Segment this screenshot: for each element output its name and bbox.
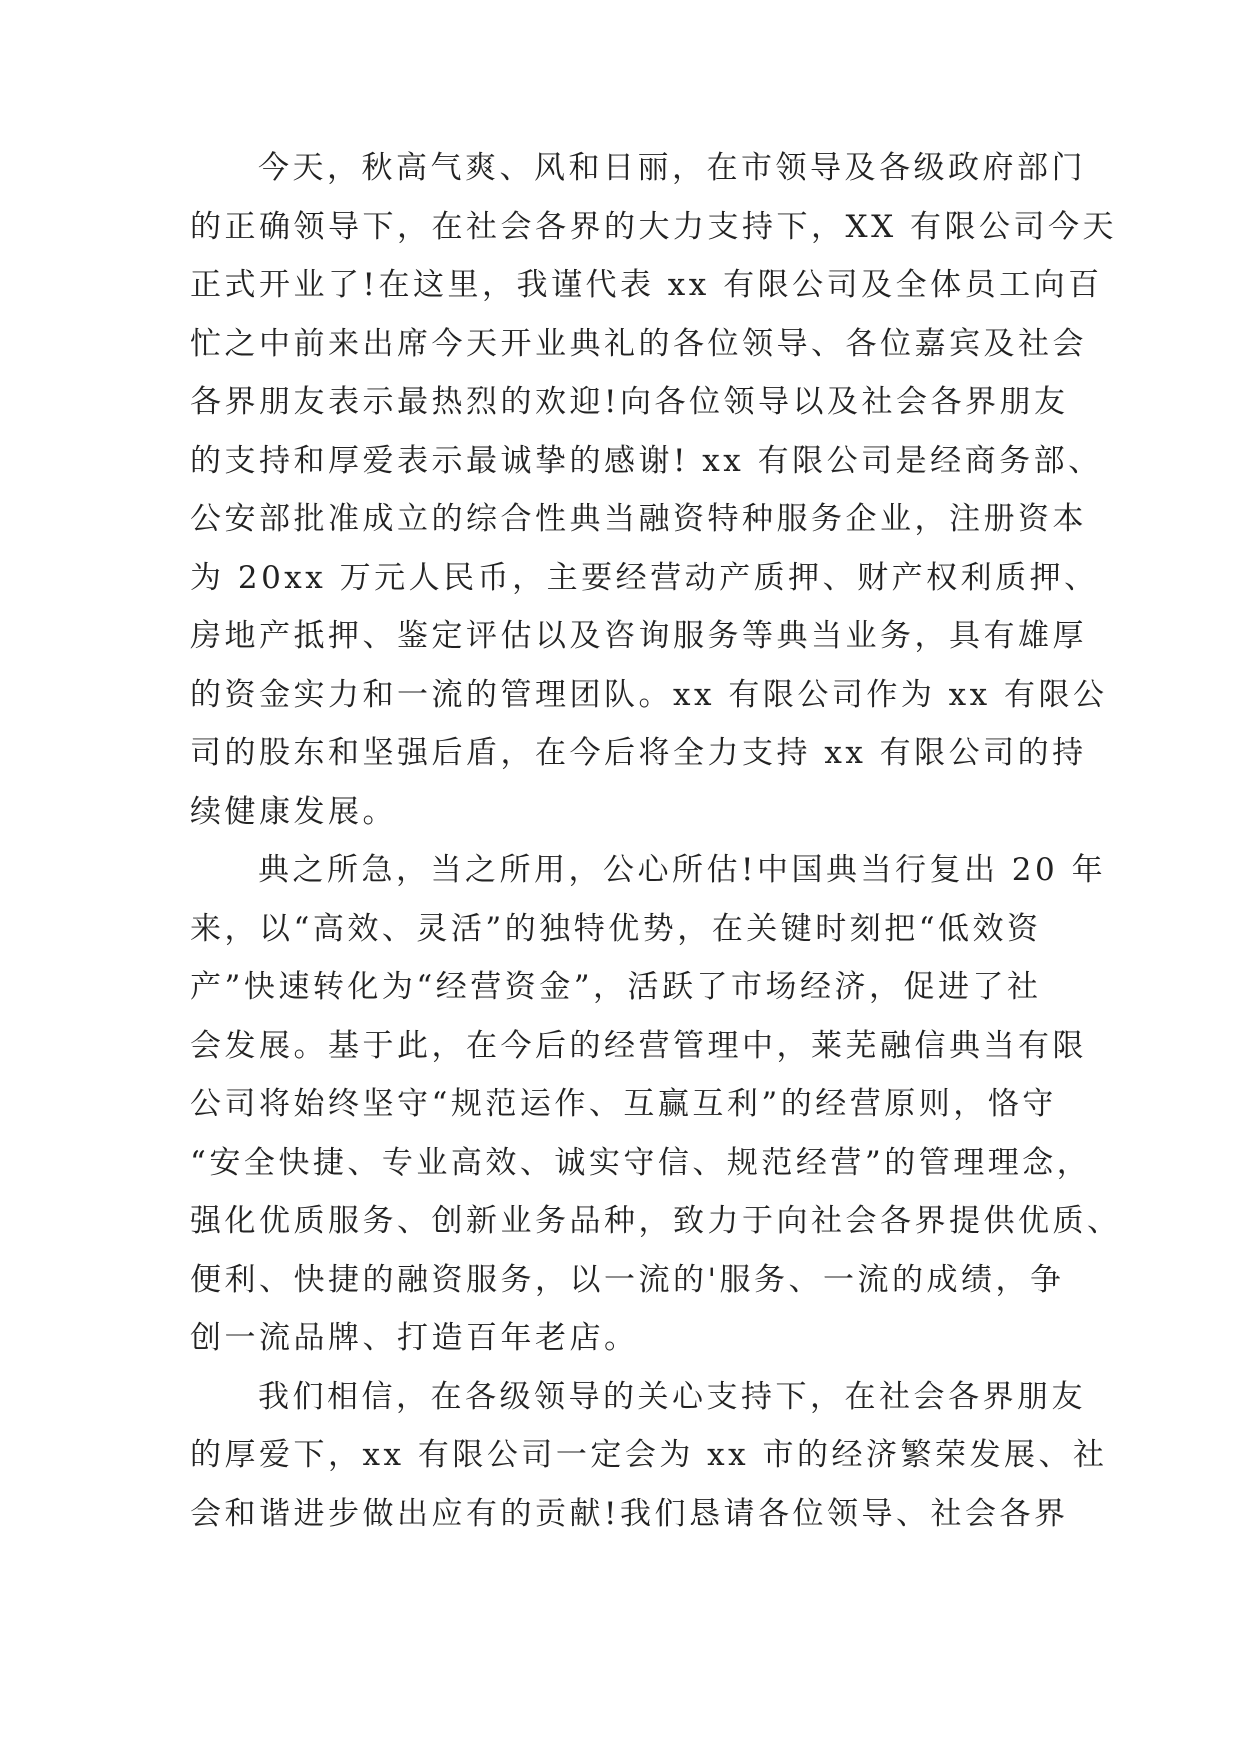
text-line: 续健康发展。 <box>190 793 397 830</box>
text-line: 典之所急，当之所用，公心所估!中国典当行复出 20 年 <box>258 852 1107 888</box>
paragraph-3 <box>190 1368 1108 1544</box>
text-line: 司的股东和坚强后盾，在今后将全力支持 xx 有限公司的持 <box>190 735 1087 771</box>
text-line: 会和谐进步做出应有的贡献!我们恳请各位领导、社会各界 <box>190 1495 1069 1532</box>
text-line: 正式开业了!在这里，我谨代表 xx 有限公司及全体员工向百 <box>190 267 1103 303</box>
text-line: “安全快捷、专业高效、诚实守信、规范经营”的管理理念， <box>190 1144 1092 1181</box>
paragraph-1 <box>190 139 1117 841</box>
paragraph-2 <box>190 841 1122 1368</box>
text-line: 公司将始终坚守“规范运作、互赢互利”的经营原则，恪守 <box>190 1086 1057 1122</box>
text-line: 来，以“高效、灵活”的独特优势，在关键时刻把“低效资 <box>190 910 1042 947</box>
text-line: 的正确领导下，在社会各界的大力支持下，XX 有限公司今天 <box>190 208 1117 245</box>
text-line: 便利、快捷的融资服务，以一流的'服务、一流的成绩，争 <box>190 1261 1065 1298</box>
text-line: 为 20xx 万元人民币，主要经营动产质押、财产权利质押、 <box>190 559 1099 596</box>
text-line: 的资金实力和一流的管理团队。xx 有限公司作为 xx 有限公 <box>190 676 1108 713</box>
text-line: 的支持和厚爱表示最诚挚的感谢! xx 有限公司是经商务部、 <box>190 442 1103 479</box>
text-line: 强化优质服务、创新业务品种，致力于向社会各界提供优质、 <box>190 1203 1122 1239</box>
text-line: 忙之中前来出席今天开业典礼的各位领导、各位嘉宾及社会 <box>190 325 1087 362</box>
text-line: 会发展。基于此，在今后的经营管理中，莱芜融信典当有限 <box>190 1027 1087 1064</box>
text-line: 我们相信，在各级领导的关心支持下，在社会各界朋友 <box>258 1378 1086 1415</box>
text-line: 公安部批准成立的综合性典当融资特种服务企业，注册资本 <box>190 501 1087 537</box>
text-line: 的厚爱下，xx 有限公司一定会为 xx 市的经济繁荣发展、社 <box>190 1437 1108 1473</box>
text-line: 各界朋友表示最热烈的欢迎!向各位领导以及社会各界朋友 <box>190 384 1069 420</box>
text-line: 产”快速转化为“经营资金”，活跃了市场经济，促进了社 <box>190 969 1042 1005</box>
text-line: 创一流品牌、打造百年老店。 <box>190 1320 639 1356</box>
text-line: 今天，秋高气爽、风和日丽，在市领导及各级政府部门 <box>258 150 1086 186</box>
text-line: 房地产抵押、鉴定评估以及咨询服务等典当业务，具有雄厚 <box>190 618 1087 654</box>
document-body <box>190 139 1122 1543</box>
